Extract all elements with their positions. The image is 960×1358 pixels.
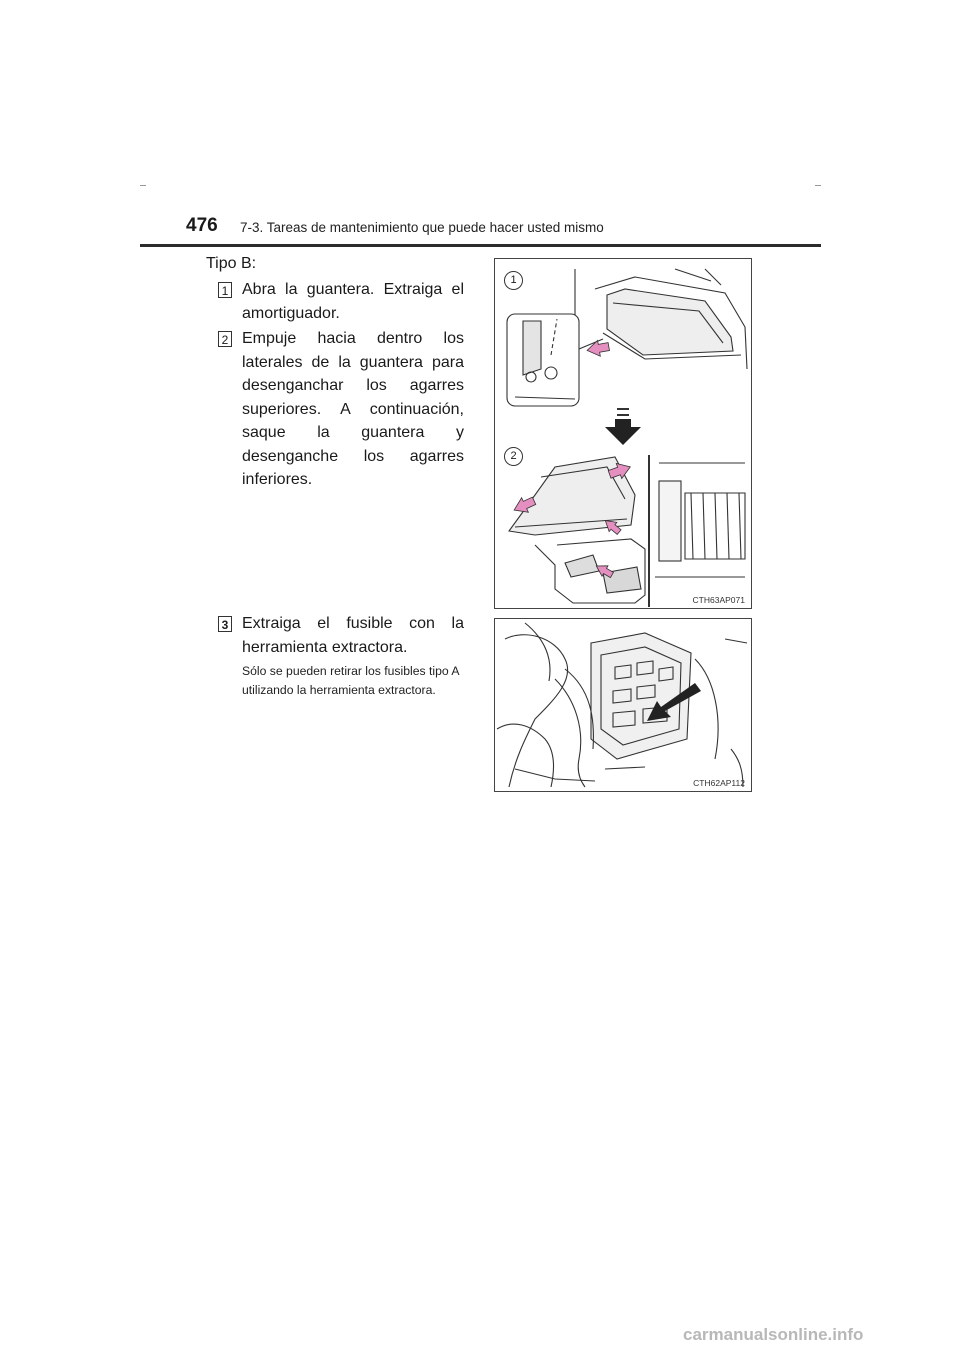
figure-marker-1: 1 — [504, 271, 523, 290]
header-rule — [140, 244, 821, 247]
glovebox-drawing — [495, 259, 751, 608]
glovebox-illustration — [494, 258, 752, 609]
crop-mark-left — [140, 185, 146, 186]
step-text-3: Extraiga el fusible con la herramienta extractora. — [242, 615, 464, 656]
crop-mark-right — [815, 185, 821, 186]
page-number: 476 — [186, 215, 218, 236]
step-text-2: Empuje hacia dentro los laterales de la guantera para desenganchar los agarres superiores. A continuación, saque la guantera y desenganche los agarres inferiores. — [242, 330, 464, 488]
fusebox-drawing — [495, 619, 751, 791]
step-number-3: 3 — [218, 616, 232, 632]
type-label: Tipo B: — [206, 255, 257, 272]
step-number-1: 1 — [218, 282, 232, 298]
watermark: carmanualsonline.info — [683, 1325, 864, 1344]
fusebox-illustration — [494, 618, 752, 792]
figure-caption-1: CTH63AP071 — [692, 595, 745, 605]
step-text-1: Abra la guantera. Extraiga el amortiguador. — [242, 281, 464, 322]
step-number-2: 2 — [218, 331, 232, 347]
section-title: 7-3. Tareas de mantenimiento que puede hacer usted mismo — [240, 220, 604, 235]
figure-marker-2: 2 — [504, 447, 523, 466]
note-text: Sólo se pueden retirar los fusibles tipo A utilizando la herramienta extractora. — [242, 664, 459, 697]
figure-caption-2: CTH62AP112 — [693, 778, 745, 788]
